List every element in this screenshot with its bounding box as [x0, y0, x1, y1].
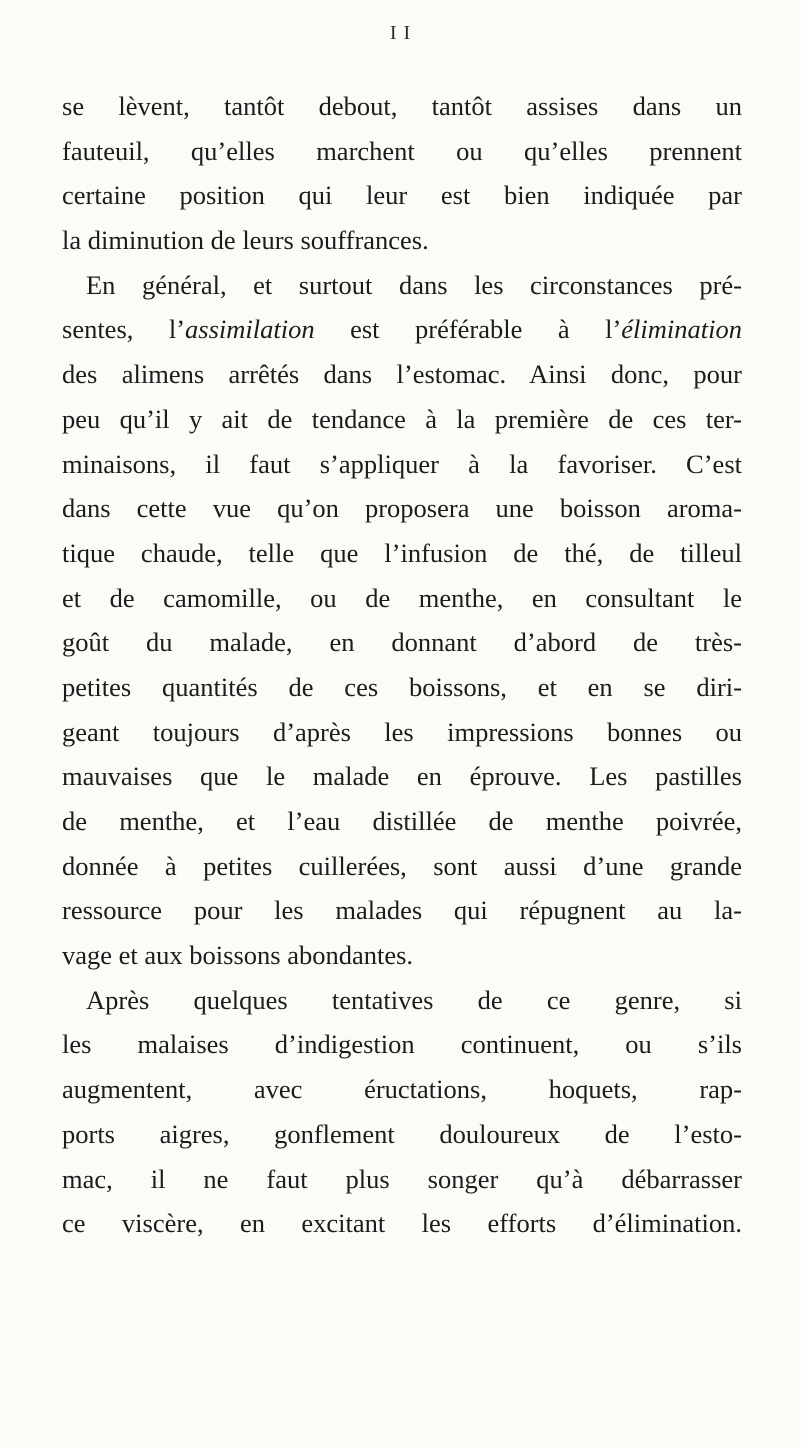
text-line: mauvaises que le malade en éprouve. Les pastilles [62, 761, 742, 792]
text-span: est préférable à l’ [314, 314, 622, 345]
text-line: la diminution de leurs souffrances. [62, 225, 429, 256]
text-line: se lèvent, tantôt debout, tantôt assises dans un [62, 91, 742, 121]
text-line: fauteuil, qu’elles marchent ou qu’elles prennent [62, 135, 742, 166]
text-line: geant toujours d’après les impressions bonnes ou [62, 716, 742, 747]
text-line: ports aigres, gonflement douloureux de l’esto- [62, 1118, 742, 1149]
italic-term: assimilation [185, 314, 315, 345]
text-line: En général, et surtout dans les circonstances pré- [86, 269, 742, 300]
text-line: des alimens arrêtés dans l’estomac. Ainsi donc, pour [62, 359, 742, 390]
italic-term: élimination [621, 314, 742, 345]
text-line: ce viscère, en excitant les efforts d’élimination. [62, 1208, 742, 1239]
text-line: vage et aux boissons abondantes. [62, 940, 414, 971]
text-line: ressource pour les malades qui répugnent au la- [62, 895, 742, 926]
text-line: mac, il ne faut plus songer qu’à débarrasser [62, 1163, 742, 1194]
text-line: minaisons, il faut s’appliquer à la favoriser. C’est [62, 448, 742, 479]
text-line: de menthe, et l’eau distillée de menthe poivrée, [62, 806, 742, 836]
text-line: goût du malade, en donnant d’abord de très- [62, 627, 742, 658]
page-number: I I [389, 22, 412, 44]
text-line: certaine position qui leur est bien indiquée par [62, 180, 742, 211]
text-line: tique chaude, telle que l’infusion de thé, de tilleul [62, 537, 742, 568]
text-line: donnée à petites cuillerées, sont aussi d’une grande [62, 850, 742, 881]
text-line: petites quantités de ces boissons, et en se diri- [62, 671, 742, 702]
text-line: les malaises d’indigestion continuent, ou s’ils [62, 1029, 742, 1060]
text-line: augmentent, avec éructations, hoquets, rap- [62, 1074, 742, 1105]
text-line: et de camomille, ou de menthe, en consultant le [62, 582, 742, 613]
text-span: sentes, l’ [62, 314, 186, 345]
text-line: peu qu’il y ait de tendance à la première de ces ter- [62, 403, 742, 434]
text-line [62, 307, 742, 352]
body-text [62, 84, 742, 1246]
text-line: Après quelques tentatives de ce genre, si [86, 984, 742, 1015]
text-line: dans cette vue qu’on proposera une boisson aroma- [62, 493, 742, 524]
